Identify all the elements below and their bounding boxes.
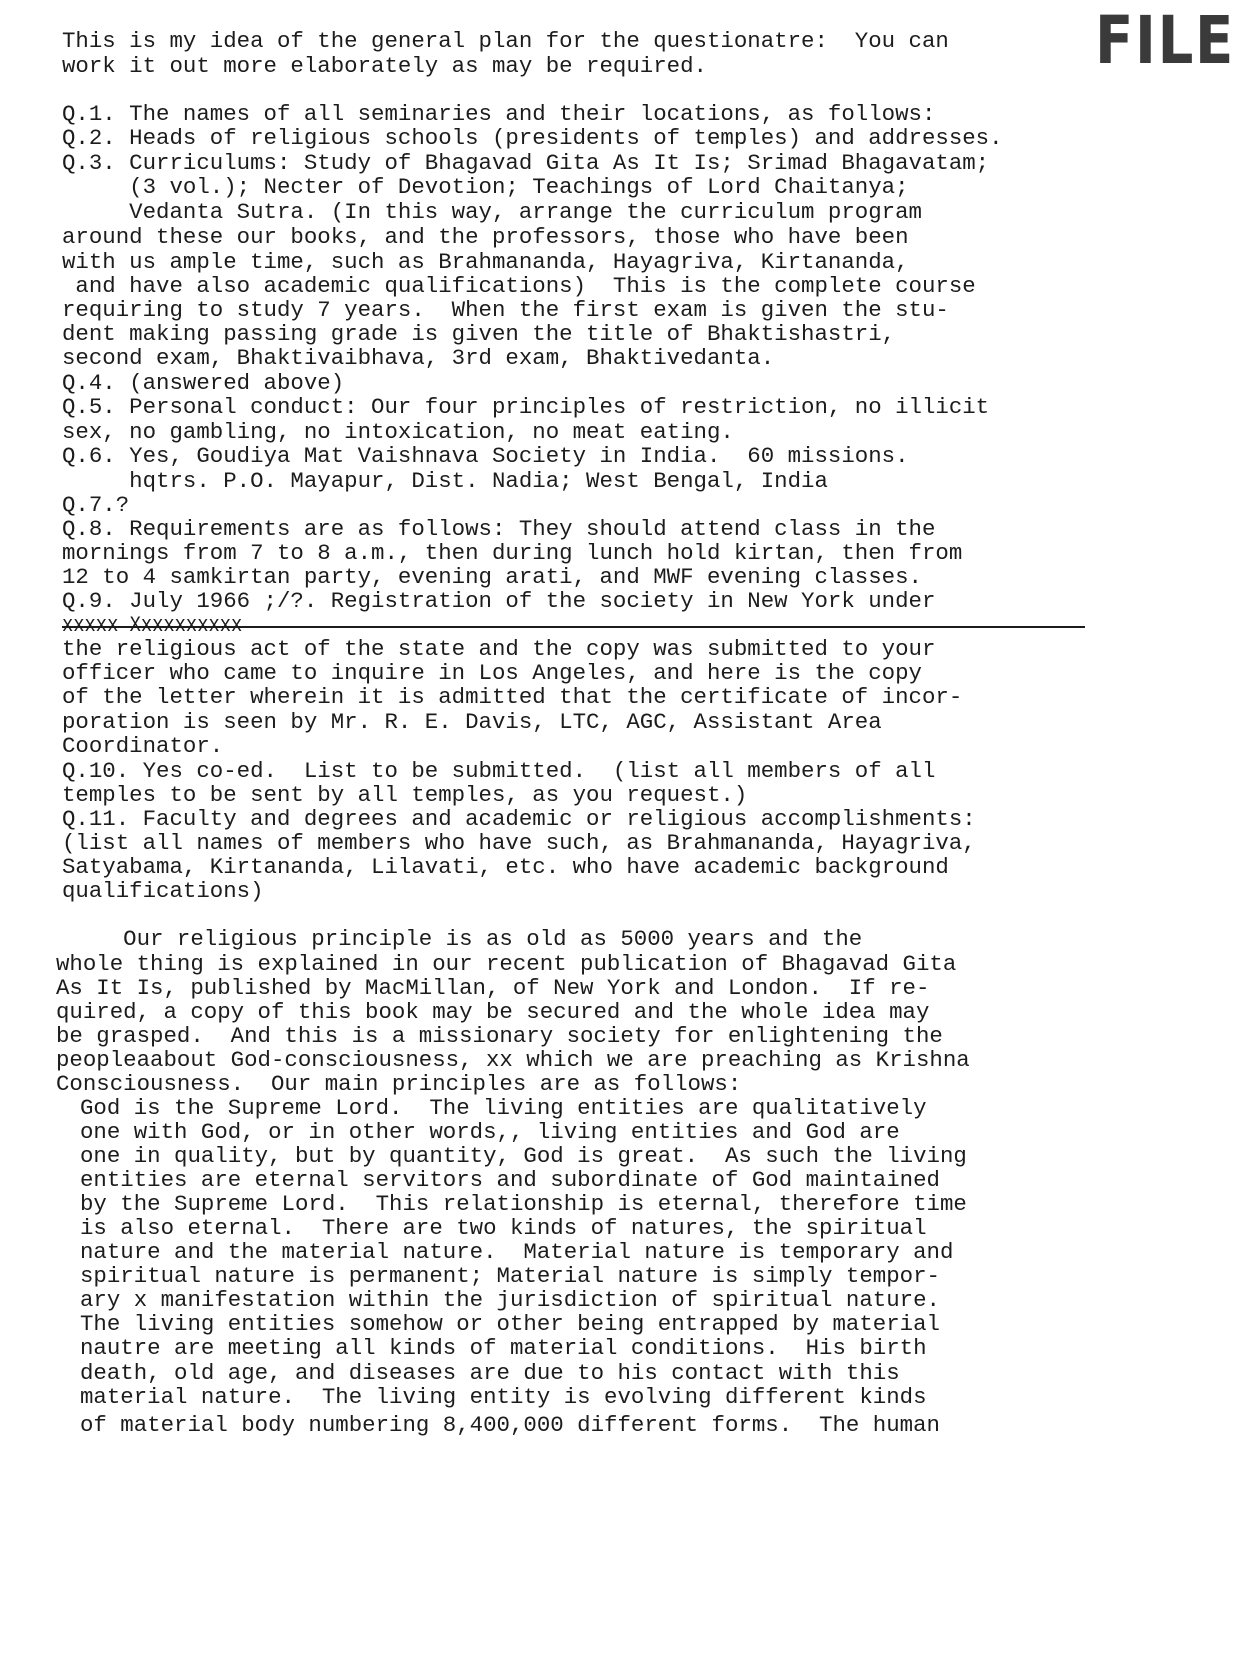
principle-line: The living entities somehow or other being entrapped by material <box>80 1311 940 1337</box>
principle-line: nautre are meeting all kinds of material conditions. His birth <box>80 1335 927 1361</box>
question-line: second exam, Bhaktivaibhava, 3rd exam, Bhaktivedanta. <box>62 345 775 371</box>
question-line: dent making passing grade is given the title of Bhaktishastri, <box>62 321 896 347</box>
principle-line: death, old age, and diseases are due to his contact with this <box>80 1360 900 1386</box>
question-line: Vedanta Sutra. (In this way, arrange the curriculum program <box>62 199 922 225</box>
question-line: with us ample time, such as Brahmananda, Hayagriva, Kirtananda, <box>62 249 909 275</box>
principle-line: nature and the material nature. Material nature is temporary and <box>80 1239 954 1265</box>
question-line: of the letter wherein it is admitted that the certificate of incor- <box>62 684 963 710</box>
paragraph-line: be grasped. And this is a missionary society for enlightening the <box>56 1023 943 1049</box>
question-line: mornings from 7 to 8 a.m., then during lunch hold kirtan, then from <box>62 540 963 566</box>
question-line: officer who came to inquire in Los Angeles, and here is the copy <box>62 660 922 686</box>
question-line: Q.5. Personal conduct: Our four principles of restriction, no illicit <box>62 394 990 420</box>
question-line: Q.2. Heads of religious schools (presidents of temples) and addresses. <box>62 125 1003 151</box>
question-line: Q.8. Requirements are as follows: They should attend class in the <box>62 516 936 542</box>
question-line: sex, no gambling, no intoxication, no meat eating. <box>62 419 734 445</box>
principle-line: by the Supreme Lord. This relationship is eternal, therefore time <box>80 1191 967 1217</box>
question-line: around these our books, and the professors, those who have been <box>62 224 909 250</box>
principle-line: is also eternal. There are two kinds of natures, the spiritual <box>80 1215 927 1241</box>
question-line: Coordinator. <box>62 733 224 759</box>
question-line: Q.3. Curriculums: Study of Bhagavad Gita As It Is; Srimad Bhagavatam; <box>62 150 990 176</box>
intro-line: This is my idea of the general plan for the questionatre: You can <box>62 28 949 54</box>
question-line: (list all names of members who have such, as Brahmananda, Hayagriva, <box>62 830 976 856</box>
principle-line: material nature. The living entity is evolving different kinds <box>80 1384 927 1410</box>
struck-out-text: xxxxx Xxxxxxxxxx <box>62 614 1085 636</box>
question-line: requiring to study 7 years. When the first exam is given the stu- <box>62 297 949 323</box>
principle-line: spiritual nature is permanent; Material nature is simply tempor- <box>80 1263 940 1289</box>
principle-line: one with God, or in other words,, living entities and God are <box>80 1119 900 1145</box>
question-line: poration is seen by Mr. R. E. Davis, LTC, AGC, Assistant Area <box>62 709 882 735</box>
question-line: and have also academic qualifications) This is the complete course <box>62 273 976 299</box>
question-line: the religious act of the state and the copy was submitted to your <box>62 636 936 662</box>
question-line: Q.9. July 1966 ;/?. Registration of the society in New York under <box>62 588 936 614</box>
question-line: Q.6. Yes, Goudiya Mat Vaishnava Society in India. 60 missions. <box>62 443 909 469</box>
question-line: temples to be sent by all temples, as you request.) <box>62 782 748 808</box>
question-line: Q.4. (answered above) <box>62 370 345 396</box>
question-line: qualifications) <box>62 878 264 904</box>
principle-line: one in quality, but by quantity, God is great. As such the living <box>80 1143 967 1169</box>
question-line: Satyabama, Kirtananda, Lilavati, etc. who have academic background <box>62 854 949 880</box>
principle-line: ary x manifestation within the jurisdiction of spiritual nature. <box>80 1287 940 1313</box>
principle-line: God is the Supreme Lord. The living entities are qualitatively <box>80 1095 927 1121</box>
paragraph-line: Our religious principle is as old as 5000 years and the <box>56 926 863 952</box>
paragraph-line: whole thing is explained in our recent publication of Bhagavad Gita <box>56 951 957 977</box>
question-line: Q.1. The names of all seminaries and their locations, as follows: <box>62 101 936 127</box>
intro-line: work it out more elaborately as may be required. <box>62 53 707 79</box>
paragraph-line: Consciousness. Our main principles are as follows: <box>56 1071 742 1097</box>
question-line: Q.10. Yes co-ed. List to be submitted. (list all members of all <box>62 758 936 784</box>
question-line: hqtrs. P.O. Mayapur, Dist. Nadia; West Bengal, India <box>62 468 828 494</box>
question-line: Q.7.? <box>62 492 130 518</box>
file-stamp: FILE <box>1095 2 1235 79</box>
paragraph-line: peopleaabout God-consciousness, xx which we are preaching as Krishna <box>56 1047 970 1073</box>
question-line: Q.11. Faculty and degrees and academic or religious accomplishments: <box>62 806 976 832</box>
principle-line: entities are eternal servitors and subordinate of God maintained <box>80 1167 940 1193</box>
paragraph-line: quired, a copy of this book may be secured and the whole idea may <box>56 999 930 1025</box>
question-line: 12 to 4 samkirtan party, evening arati, and MWF evening classes. <box>62 564 922 590</box>
paragraph-line: As It Is, published by MacMillan, of New York and London. If re- <box>56 975 930 1001</box>
question-line: (3 vol.); Necter of Devotion; Teachings of Lord Chaitanya; <box>62 174 909 200</box>
principle-line: of material body numbering 8,400,000 different forms. The human <box>80 1412 940 1438</box>
